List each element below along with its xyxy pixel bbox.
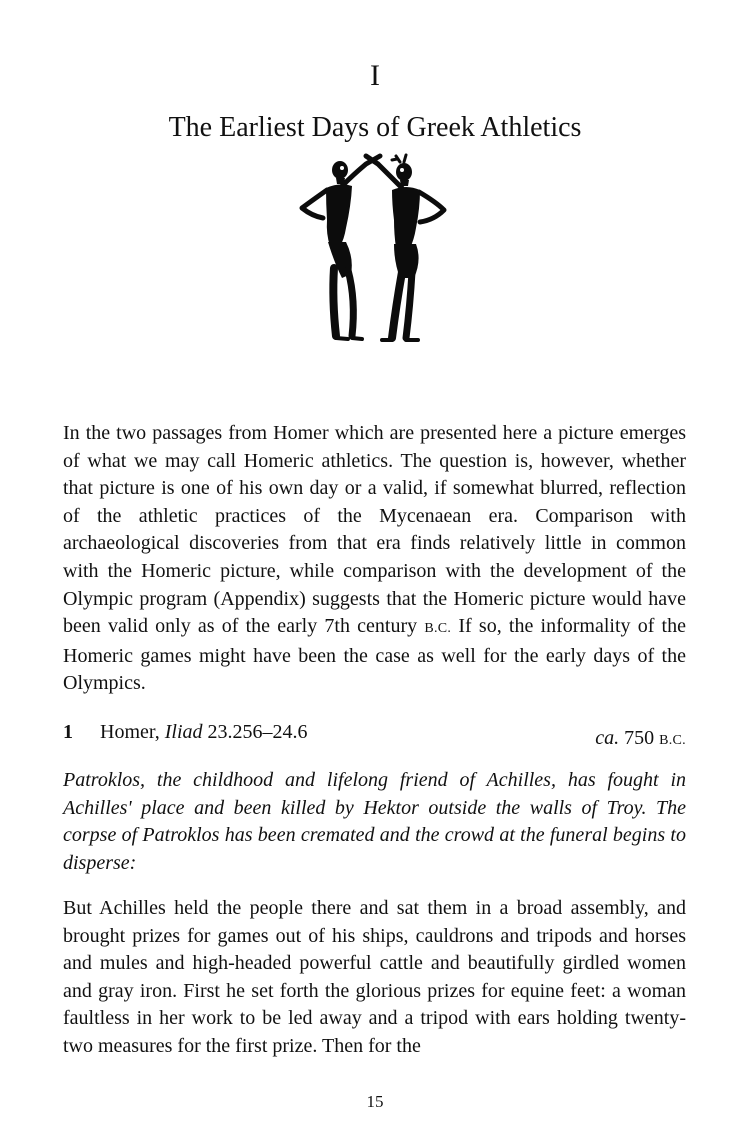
passage-heading	[63, 718, 686, 748]
intro-paragraph	[63, 420, 686, 698]
passage-date-prefix: ca.	[595, 727, 620, 749]
left-wrestler	[302, 156, 380, 339]
chapter-numeral: I	[370, 59, 380, 92]
intro-text-part-1: In the two passages from Homer which are presented here a picture emerges of what we may call Homeric athletics. The question is, however, whether that picture is one of his own day or a valid, if somewhat blurred, reflection of the athletic practices of the Mycenaean era. Comparison with archaeological discoveries from that era finds relatively little in common with the Homeric picture, while comparison with the development of the Olympic program (Appendix) suggests that the Homeric picture would have been valid only as of the early 7th century	[63, 422, 686, 638]
passage-author: Homer,	[100, 721, 160, 743]
right-wrestler	[366, 155, 444, 340]
passage-source	[100, 718, 308, 746]
era-abbreviation: B.C.	[424, 621, 452, 637]
passage-date-value: 750	[624, 727, 655, 749]
wrestlers-icon	[296, 150, 456, 350]
translation-text: But Achilles held the people there and sat them in a broad assembly, and brought prizes for games out of his ships, cauldrons and tripods and horses and mules and high-headed powerful cattle and beautifully girdled women and gray iron. First he set forth the glorious prizes for equine feet: a woman faultless in her work to be led away and a tripod with ears holding twenty-two measures for the first prize. Then for the	[63, 897, 686, 1057]
chapter-illustration	[296, 150, 456, 350]
context-note: Patroklos, the childhood and lifelong friend of Achilles, has fought in Achilles' place and been killed by Hektor outside the walls of Troy. The corpse of Patroklos has been cremated and the crowd at the funeral begins to disperse:	[63, 769, 686, 874]
passage-date	[595, 724, 686, 755]
passage-number: 1	[63, 721, 73, 743]
passage-date-era: B.C.	[659, 733, 686, 748]
page-number: 15	[366, 1092, 384, 1111]
passage-reference: 23.256–24.6	[207, 721, 308, 743]
chapter-title: The Earliest Days of Greek Athletics	[168, 112, 582, 143]
passage-work: Iliad	[164, 721, 203, 743]
intro-text-part-2: If so, the informality of the Homeric games might have been the case as well for the early days of the Olympics.	[63, 615, 686, 695]
